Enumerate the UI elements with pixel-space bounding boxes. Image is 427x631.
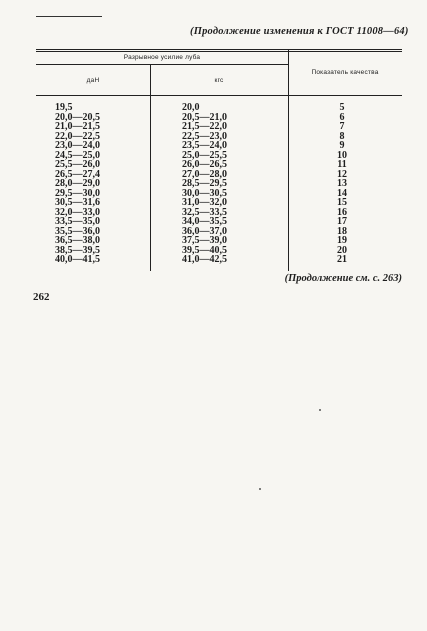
column-header-kgs: кгс bbox=[214, 77, 224, 84]
cell-kgs: 41,0—42,5 bbox=[182, 254, 227, 265]
cell-kgs: 34,0—35,5 bbox=[182, 216, 227, 227]
table-top-rule-2 bbox=[36, 51, 402, 52]
cell-dan: 20,0—20,5 bbox=[55, 111, 100, 123]
cell-quality: 6 bbox=[339, 111, 345, 123]
cell-quality: 19 bbox=[337, 235, 347, 246]
column-header-quality: Показатель качества bbox=[311, 69, 379, 76]
cell-dan: 30,5—31,6 bbox=[55, 197, 100, 208]
cell-kgs: 32,5—33,5 bbox=[182, 206, 227, 218]
cell-dan: 21,0—21,5 bbox=[55, 121, 100, 132]
cell-quality: 20 bbox=[337, 244, 347, 256]
cell-quality: 9 bbox=[339, 140, 345, 151]
cell-quality: 7 bbox=[339, 121, 345, 132]
cell-quality: 18 bbox=[337, 225, 347, 237]
cell-quality: 16 bbox=[337, 206, 347, 218]
cell-kgs: 37,5—39,0 bbox=[182, 235, 227, 246]
scan-speck bbox=[319, 409, 321, 411]
cell-dan: 28,0—29,0 bbox=[55, 178, 100, 189]
cell-kgs: 23,5—24,0 bbox=[182, 140, 227, 151]
table-row bbox=[36, 255, 402, 265]
column-header-dan: даН bbox=[86, 77, 100, 84]
cell-dan: 29,5—30,0 bbox=[55, 187, 100, 199]
cell-dan: 35,5—36,0 bbox=[55, 225, 100, 237]
cell-dan: 19,5 bbox=[55, 102, 73, 113]
cell-kgs: 30,0—30,5 bbox=[182, 187, 227, 199]
top-rule bbox=[36, 16, 102, 17]
cell-dan: 36,5—38,0 bbox=[55, 235, 100, 246]
cell-kgs: 25,0—25,5 bbox=[182, 149, 227, 161]
cell-quality: 8 bbox=[339, 130, 345, 142]
header-bottom-rule bbox=[36, 95, 402, 96]
cell-kgs: 26,0—26,5 bbox=[182, 159, 227, 170]
cell-dan: 33,5—35,0 bbox=[55, 216, 100, 227]
cell-quality: 14 bbox=[337, 187, 347, 199]
page-number: 262 bbox=[33, 291, 50, 303]
cell-kgs: 20,0 bbox=[182, 102, 200, 113]
cell-dan: 40,0—41,5 bbox=[55, 254, 100, 265]
cell-quality: 17 bbox=[337, 216, 347, 227]
cell-quality: 15 bbox=[337, 197, 347, 208]
cell-kgs: 22,5—23,0 bbox=[182, 130, 227, 142]
cell-kgs: 21,5—22,0 bbox=[182, 121, 227, 132]
cell-quality: 11 bbox=[337, 159, 347, 170]
cell-dan: 24,5—25,0 bbox=[55, 149, 100, 161]
cell-kgs: 28,5—29,5 bbox=[182, 178, 227, 189]
cell-quality: 12 bbox=[337, 168, 347, 180]
cell-kgs: 20,5—21,0 bbox=[182, 111, 227, 123]
cell-kgs: 36,0—37,0 bbox=[182, 225, 227, 237]
cell-kgs: 39,5—40,5 bbox=[182, 244, 227, 256]
cell-quality: 13 bbox=[337, 178, 347, 189]
cell-dan: 38,5—39,5 bbox=[55, 244, 100, 256]
cell-dan: 23,0—24,0 bbox=[55, 140, 100, 151]
table-top-rule-1 bbox=[36, 49, 402, 50]
continuation-header: (Продолжение изменения к ГОСТ 11008—64) bbox=[190, 26, 409, 37]
continuation-footer: (Продолжение см. с. 263) bbox=[284, 273, 402, 284]
cell-kgs: 31,0—32,0 bbox=[182, 197, 227, 208]
table-body bbox=[36, 103, 402, 265]
cell-kgs: 27,0—28,0 bbox=[182, 168, 227, 180]
cell-quality: 21 bbox=[337, 254, 347, 265]
subheader-rule bbox=[36, 64, 288, 65]
cell-dan: 26,5—27,4 bbox=[55, 168, 100, 180]
cell-dan: 25,5—26,0 bbox=[55, 159, 100, 170]
scan-speck bbox=[259, 488, 261, 490]
cell-dan: 32,0—33,0 bbox=[55, 206, 100, 218]
cell-quality: 10 bbox=[337, 149, 347, 161]
cell-dan: 22,0—22,5 bbox=[55, 130, 100, 142]
cell-quality: 5 bbox=[339, 102, 345, 113]
quality-table bbox=[36, 49, 402, 271]
group-header: Разрывное усилие луба bbox=[123, 54, 201, 61]
